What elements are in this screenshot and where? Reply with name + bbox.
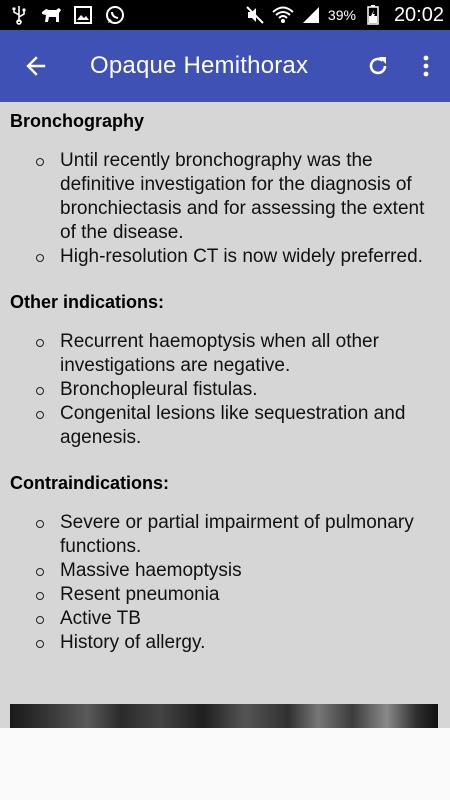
list-item-text: Recurrent haemoptysis when all other investigations are negative. bbox=[60, 331, 379, 376]
back-button[interactable] bbox=[6, 30, 66, 102]
other-indications-list bbox=[10, 330, 440, 450]
list-item bbox=[10, 149, 440, 245]
more-vert-icon bbox=[422, 54, 430, 78]
list-item-text: Congenital lesions like sequestration and agenesis. bbox=[60, 403, 406, 448]
list-item bbox=[10, 245, 440, 269]
status-bar bbox=[0, 0, 450, 30]
list-item bbox=[10, 583, 440, 607]
usb-icon bbox=[8, 4, 30, 26]
list-item-text: Severe or partial impairment of pulmonary functions. bbox=[60, 512, 414, 557]
battery-icon bbox=[362, 4, 384, 26]
back-arrow-icon bbox=[24, 54, 48, 78]
bottom-panel bbox=[0, 728, 450, 800]
bullet-circle-icon bbox=[36, 158, 44, 166]
bullet-circle-icon bbox=[36, 592, 44, 600]
list-item bbox=[10, 607, 440, 631]
list-item bbox=[10, 378, 440, 402]
list-item-text: Massive haemoptysis bbox=[60, 560, 242, 581]
bullet-circle-icon bbox=[36, 616, 44, 624]
battery-percent: 39% bbox=[327, 7, 356, 23]
list-item-text: Bronchopleural fistulas. bbox=[60, 379, 258, 400]
list-item-text: Resent pneumonia bbox=[60, 584, 220, 605]
contraindications-list bbox=[10, 511, 440, 655]
section-heading-other-indications: Other indications: bbox=[10, 292, 165, 312]
bullet-circle-icon bbox=[36, 254, 44, 262]
overflow-menu-button[interactable] bbox=[402, 30, 450, 102]
refresh-icon bbox=[366, 54, 390, 78]
signal-icon bbox=[300, 4, 322, 26]
list-item bbox=[10, 511, 440, 559]
list-item-text: Until recently bronchography was the definitive investigation for the diagnosis of bronchiectasis and for assessing the extent of the disease. bbox=[60, 150, 425, 243]
wifi-icon bbox=[272, 4, 294, 26]
section-heading-bronchography: Bronchography bbox=[10, 111, 145, 131]
clock: 20:02 bbox=[393, 3, 444, 26]
bullet-circle-icon bbox=[36, 520, 44, 528]
bullet-circle-icon bbox=[36, 568, 44, 576]
bullet-circle-icon bbox=[36, 411, 44, 419]
section-heading-contraindications: Contraindications: bbox=[10, 473, 170, 493]
refresh-button[interactable] bbox=[354, 30, 402, 102]
list-item bbox=[10, 559, 440, 583]
article-content[interactable] bbox=[0, 102, 450, 728]
mute-icon bbox=[244, 4, 266, 26]
dog-notification-icon bbox=[40, 4, 62, 26]
list-item-text: Active TB bbox=[60, 608, 141, 629]
list-item bbox=[10, 402, 440, 450]
image-icon bbox=[72, 4, 94, 26]
list-item bbox=[10, 330, 440, 378]
list-item-text: History of allergy. bbox=[60, 632, 206, 653]
bullet-circle-icon bbox=[36, 387, 44, 395]
list-item-text: High-resolution CT is now widely preferred. bbox=[60, 246, 423, 267]
page-title: Opaque Hemithorax bbox=[90, 52, 309, 79]
bullet-circle-icon bbox=[36, 640, 44, 648]
bronchography-list bbox=[10, 149, 440, 269]
xray-image bbox=[10, 704, 438, 728]
list-item bbox=[10, 631, 440, 655]
whatsapp-icon bbox=[104, 4, 126, 26]
app-bar bbox=[0, 30, 450, 102]
bullet-circle-icon bbox=[36, 339, 44, 347]
